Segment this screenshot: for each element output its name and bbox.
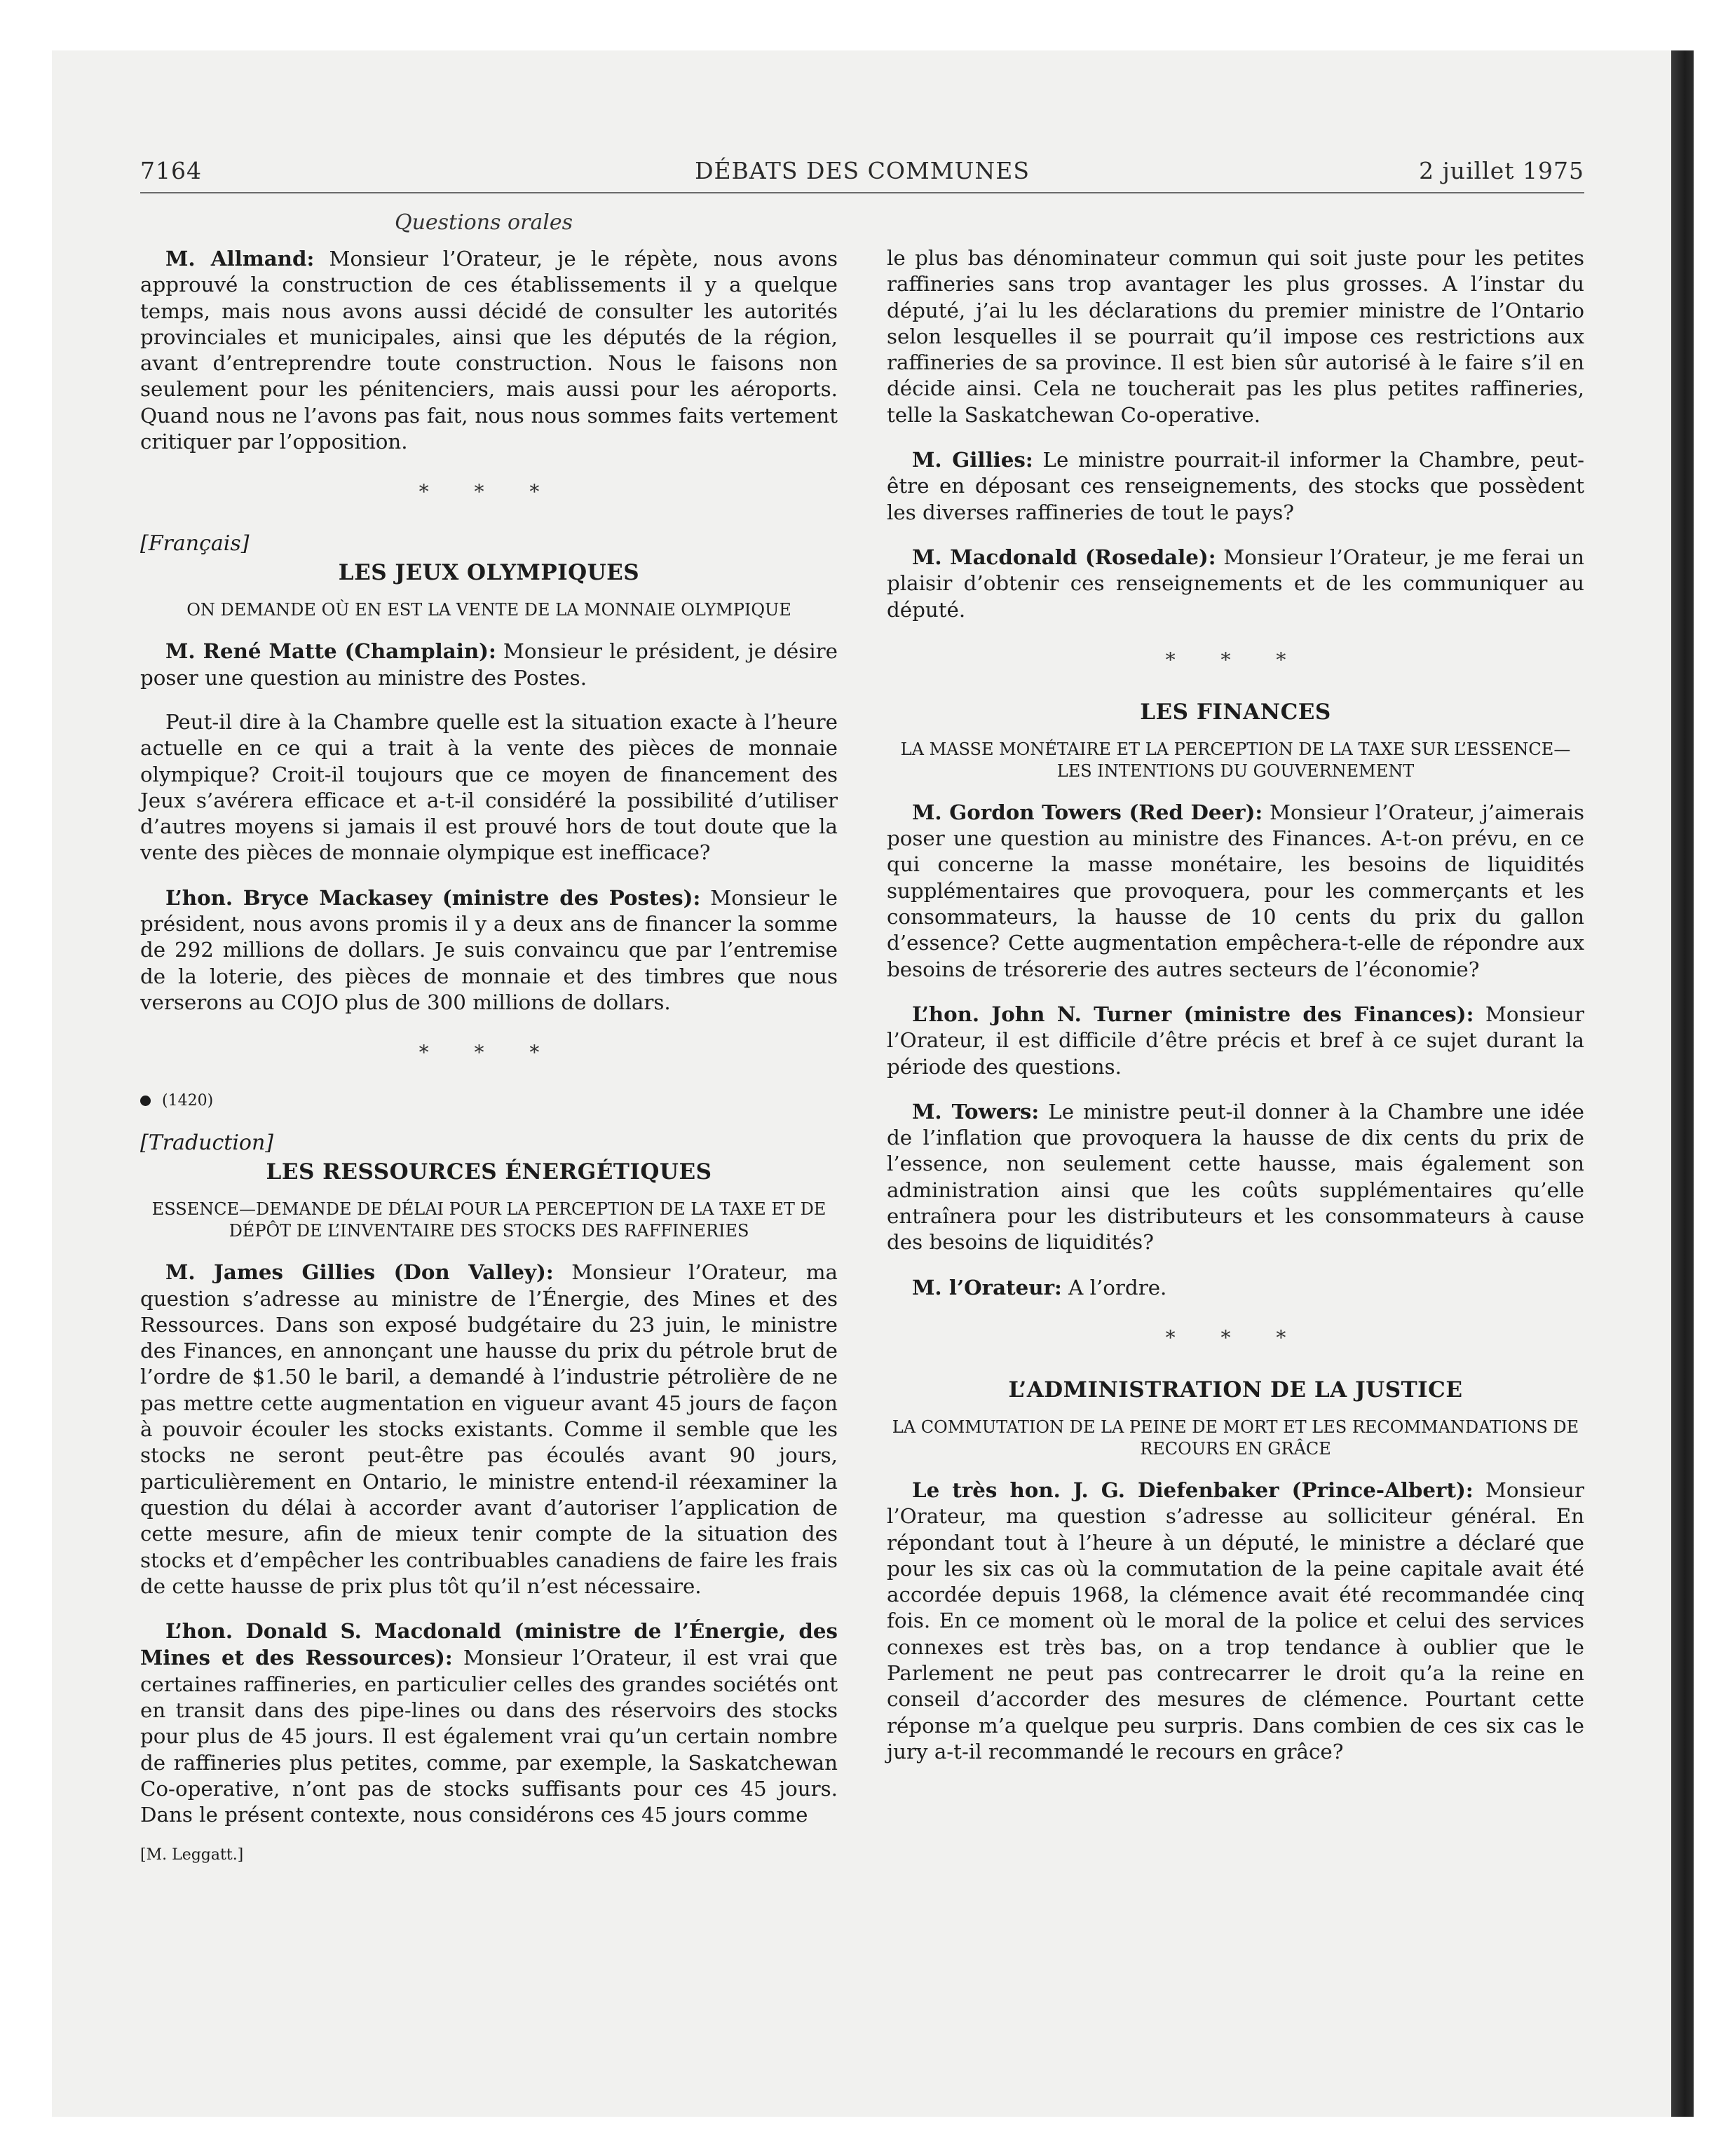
paragraph — [887, 1274, 1584, 1301]
speech-text: Monsieur l’Orateur, il est difficile d’être précis et bref à ce sujet durant la période des questions. — [887, 1002, 1584, 1079]
speaker-name: L’hon. John N. Turner (ministre des Finances): — [912, 1001, 1474, 1026]
speaker-name: M. Macdonald (Rosedale): — [912, 544, 1216, 569]
section-subheading: ESSENCE—DEMANDE DE DÉLAI POUR LA PERCEPTION DE LA TAXE ET DE DÉPÔT DE L’INVENTAIRE DES STOCKS DES RAFFINERIES — [151, 1199, 826, 1241]
speech-text: Monsieur le président, je désire poser une question au ministre des Postes. — [140, 639, 838, 690]
paragraph — [140, 1259, 838, 1599]
speaker-name: L’hon. Donald S. Macdonald (ministre de l’Énergie, des Mines et des Ressources): — [140, 1618, 838, 1670]
speech-text: Monsieur l’Orateur, ma question s’adresse au ministre de l’Énergie, des Mines et des Ressources. Dans son exposé budgétaire du 23 juin, le ministre des Finances, en annonçant une hausse du prix du pétrole brut de l’ordre de $1.50 le baril, a demandé à l’industrie pétrolière de ne pas mettre cette augmentation en vigueur avant 45 jours de façon à pouvoir écouler les stocks existants. Comme il semble que les stocks ne seront peut-être pas écoulés avant 90 jours, particulièrement en Ontario, le ministre entend-il réexaminer la question du délai à accorder avant d’autoriser l’application de cette mesure, afin de mieux tenir compte de la situation des stocks et d’empêcher les contribuables canadiens de faire les frais de cette hausse de prix plus tôt qu’il n’est nécessaire. — [140, 1260, 838, 1598]
section-separator: * * * — [419, 1041, 559, 1065]
section-subheading: ON DEMANDE OÙ EN EST LA VENTE DE LA MONNAIE OLYMPIQUE — [186, 600, 791, 620]
section-heading: LES JEUX OLYMPIQUES — [338, 560, 640, 586]
language-note: [Traduction] — [140, 1131, 274, 1156]
paragraph — [140, 885, 838, 1016]
paragraph — [887, 1098, 1584, 1256]
right-column — [887, 245, 1584, 1783]
language-note: [Français] — [140, 531, 250, 557]
section-subheading: LA COMMUTATION DE LA PEINE DE MORT ET LES RECOMMANDATIONS DE RECOURS EN GRÂCE — [892, 1417, 1579, 1459]
section-subheading: LA MASSE MONÉTAIRE ET LA PERCEPTION DE LA TAXE SUR L’ESSENCE—LES INTENTIONS DU GOUVERNEMENT — [900, 739, 1571, 781]
speech-text: A l’ordre. — [1061, 1275, 1167, 1299]
speaker-name: L’hon. Bryce Mackasey (ministre des Postes): — [165, 885, 701, 910]
speaker-name: M. James Gillies (Don Valley): — [165, 1260, 554, 1285]
speech-text: Monsieur le président, nous avons promis il y a deux ans de financer la somme de 292 millions de dollars. Je suis convaincu que par l’entremise de la loterie, des pièces de monnaie et des timbres que nous verserons au COJO plus de 300 millions de dollars. — [140, 885, 838, 1014]
paragraph: le plus bas dénominateur commun qui soit juste pour les petites raffineries sans trop avantager les plus grosses. A l’instar du député, j’ai lu les déclarations du premier ministre de l’Ontario selon lesquelles il se pourrait qu’il impose ces restrictions aux raffineries de sa province. Il est bien sûr autorisé à le faire s’il en décide ainsi. Cela ne toucherait pas les plus petites raffineries, telle la Saskatchewan Co-operative. — [887, 246, 1584, 427]
speech-text: Monsieur l’Orateur, il est vrai que certaines raffineries, en particulier celles des grandes sociétés ont en transit dans des pipe-lines ou dans des réservoirs des stocks pour plus de 45 jours. Il est également vrai qu’un certain nombre de raffineries plus petites, comme, par exemple, la Saskatchewan Co-operative, n’ont pas de stocks suffisants pour ces 45 jours. Dans le présent contexte, nous considérons ces 45 jours comme — [140, 1646, 838, 1827]
paragraph — [887, 1001, 1584, 1080]
section-heading: LES RESSOURCES ÉNERGÉTIQUES — [266, 1159, 712, 1185]
section-separator: * * * — [1165, 648, 1306, 671]
page-date: 2 juillet 1975 — [1419, 157, 1584, 184]
speaker-name: M. Allmand: — [165, 246, 315, 271]
section-heading: LES FINANCES — [1140, 699, 1331, 725]
speech-text: Monsieur l’Orateur, j’aimerais poser une question au ministre des Finances. A-t-on prévu, en ce qui concerne la masse monétaire, les besoins de liquidités supplémentaires que provoquera, pour les commerçants et les consommateurs, la hausse de 10 cents du prix du gallon d’essence? Cette augmentation empêchera-t-elle de répondre aux besoins de trésorerie des autres secteurs de l’économie? — [887, 800, 1584, 981]
paragraph — [887, 799, 1584, 983]
paragraph — [140, 638, 838, 691]
paragraph — [887, 544, 1584, 623]
speaker-name: M. René Matte (Champlain): — [165, 639, 496, 664]
header-rule — [140, 192, 1584, 193]
section-separator: * * * — [419, 480, 559, 504]
section-heading: L’ADMINISTRATION DE LA JUSTICE — [1008, 1377, 1463, 1403]
bullet-icon — [140, 1096, 151, 1106]
paragraph — [140, 1618, 838, 1828]
paragraph — [887, 446, 1584, 526]
running-head: Questions orales — [394, 210, 573, 235]
speaker-name: M. Gillies: — [912, 447, 1033, 472]
paragraph — [887, 1477, 1584, 1765]
page-edge-shadow — [1671, 50, 1694, 2117]
time-marker — [140, 1092, 838, 1110]
speech-text: Le ministre peut-il donner à la Chambre une idée de l’inflation que provoquera la hausse de dix cents du prix de l’essence, non seulement cette hausse, mais également son administration ainsi que les coûts supplémentaires qu’elle entraînera pour les distributeurs et les consommateurs à cause des besoins de liquidités? — [887, 1099, 1585, 1255]
speaker-name: M. Gordon Towers (Red Deer): — [912, 799, 1263, 824]
section-separator: * * * — [1165, 1325, 1306, 1349]
speaker-name: Le très hon. J. G. Diefenbaker (Prince-Albert): — [912, 1477, 1474, 1502]
speech-text: Le ministre pourrait-il informer la Chambre, peut-être en déposant ces renseignements, des stocks que possèdent les diverses raffineries de tout le pays? — [887, 448, 1584, 524]
speech-text: Monsieur l’Orateur, ma question s’adresse au solliciteur général. En répondant tout à l’heure à un député, le ministre a déclaré que pour les six cas où la commutation de la peine capitale avait été accordée depuis 1968, la clémence avait été recommandée cinq fois. En ce moment où le moral de la police et celui des services connexes est très bas, on a trop tendance à oublier que le Parlement ne peut pas contrecarrer le droit qu’a la reine en conseil d’accorder des mesures de clémence. Pourtant cette réponse m’a quelque peu surpris. Dans combien de ces six cas le jury a-t-il recommandé le recours en grâce? — [887, 1478, 1584, 1763]
speech-text: Monsieur l’Orateur, je me ferai un plaisir d’obtenir ces renseignements et de les communiquer au député. — [887, 545, 1585, 622]
paragraph: Peut-il dire à la Chambre quelle est la situation exacte à l’heure actuelle en ce qui a trait à la vente des pièces de monnaie olympique? Croit-il toujours que ce moyen de financement des Jeux s’avérera efficace et a-t-il considéré la possibilité d’utiliser d’autres moyens si jamais il est prouvé hors de tout doute que la vente des pièces de monnaie olympique est inefficace? — [140, 709, 838, 865]
speech-text: Monsieur l’Orateur, je le répète, nous avons approuvé la construction de ces établissements il y a quelque temps, mais nous avons aussi décidé de consulter les autorités provinciales et municipales, ainsi que les députés de la région, avant d’entreprendre toute construction. Nous le faisons non seulement pour les pénitenciers, mais aussi pour les aéroports. Quand nous ne l’avons pas fait, nous nous sommes faits vertement critiquer par l’opposition. — [140, 247, 838, 454]
paragraph — [140, 245, 838, 455]
left-column — [140, 245, 838, 1864]
speaker-name: M. Towers: — [912, 1098, 1040, 1124]
time-marker-text: (1420) — [162, 1092, 214, 1110]
page-number: 7164 — [140, 157, 202, 184]
footer-note: [M. Leggatt.] — [140, 1846, 244, 1864]
speaker-name: M. l’Orateur: — [912, 1274, 1062, 1299]
publication-title: DÉBATS DES COMMUNES — [695, 157, 1030, 184]
